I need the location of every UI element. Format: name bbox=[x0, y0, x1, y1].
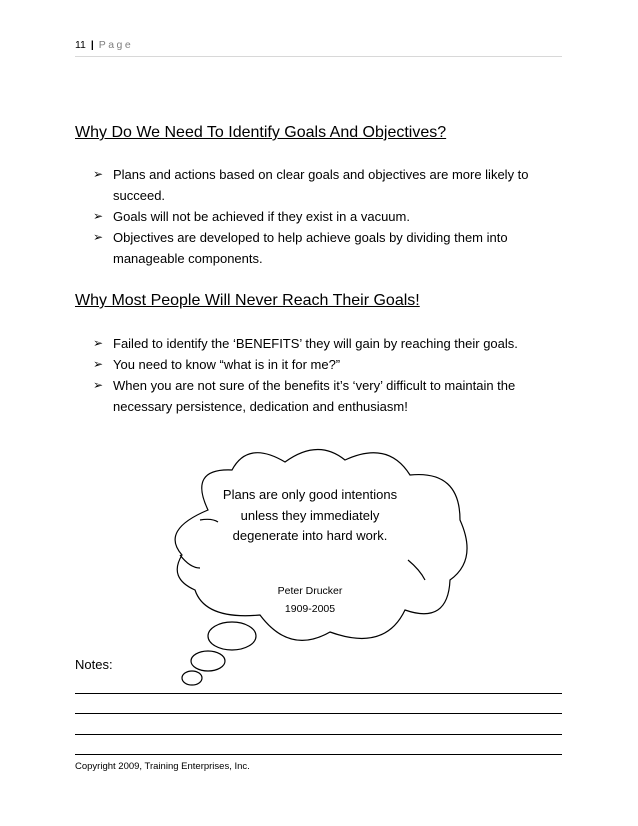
bullet-text: Failed to identify the ‘BENEFITS’ they will gain by reaching their goals. bbox=[113, 336, 518, 351]
thought-bubble-small bbox=[182, 671, 202, 685]
section2-title: Why Most People Will Never Reach Their Goals! bbox=[75, 292, 420, 309]
arrow-bullet-icon: ➢ bbox=[93, 336, 104, 350]
arrow-bullet-icon: ➢ bbox=[93, 357, 104, 371]
notes-line bbox=[75, 754, 562, 755]
quote-years: 1909-2005 bbox=[284, 603, 336, 615]
bullet-text: When you are not sure of the benefits it’s ‘very’ difficult to maintain the necessary persistence, dedication and enthusiasm! bbox=[113, 378, 516, 414]
notes-line bbox=[75, 713, 562, 714]
notes-line bbox=[75, 734, 562, 735]
page-word: Page bbox=[98, 39, 134, 51]
arrow-bullet-icon: ➢ bbox=[93, 209, 104, 223]
bullet-text: Goals will not be achieved if they exist in a vacuum. bbox=[113, 209, 410, 224]
page-number: 11 bbox=[75, 39, 86, 51]
arrow-bullet-icon: ➢ bbox=[93, 378, 104, 392]
arrow-bullet-icon: ➢ bbox=[93, 167, 104, 181]
bullet-text: Plans and actions based on clear goals and objectives are more likely to succeed. bbox=[113, 167, 529, 203]
bullet-text: You need to know “what is in it for me?” bbox=[113, 357, 341, 372]
header-separator: | bbox=[90, 39, 94, 51]
notes-line bbox=[75, 693, 562, 694]
section1-title: Why Do We Need To Identify Goals And Objectives? bbox=[75, 124, 447, 141]
thought-bubble-medium bbox=[191, 651, 225, 671]
quote-text: Plans are only good intentions unless they immediately degenerate into hard work. bbox=[222, 487, 398, 543]
thought-bubble-large bbox=[208, 622, 256, 650]
arrow-bullet-icon: ➢ bbox=[93, 230, 104, 244]
quote-author: Peter Drucker bbox=[277, 585, 343, 597]
quote-author-block bbox=[250, 582, 370, 618]
footer-copyright: Copyright 2009, Training Enterprises, Inc. bbox=[75, 761, 250, 772]
bullet-text: Objectives are developed to help achieve goals by dividing them into manageable components. bbox=[113, 230, 508, 266]
notes-label: Notes: bbox=[75, 657, 113, 672]
